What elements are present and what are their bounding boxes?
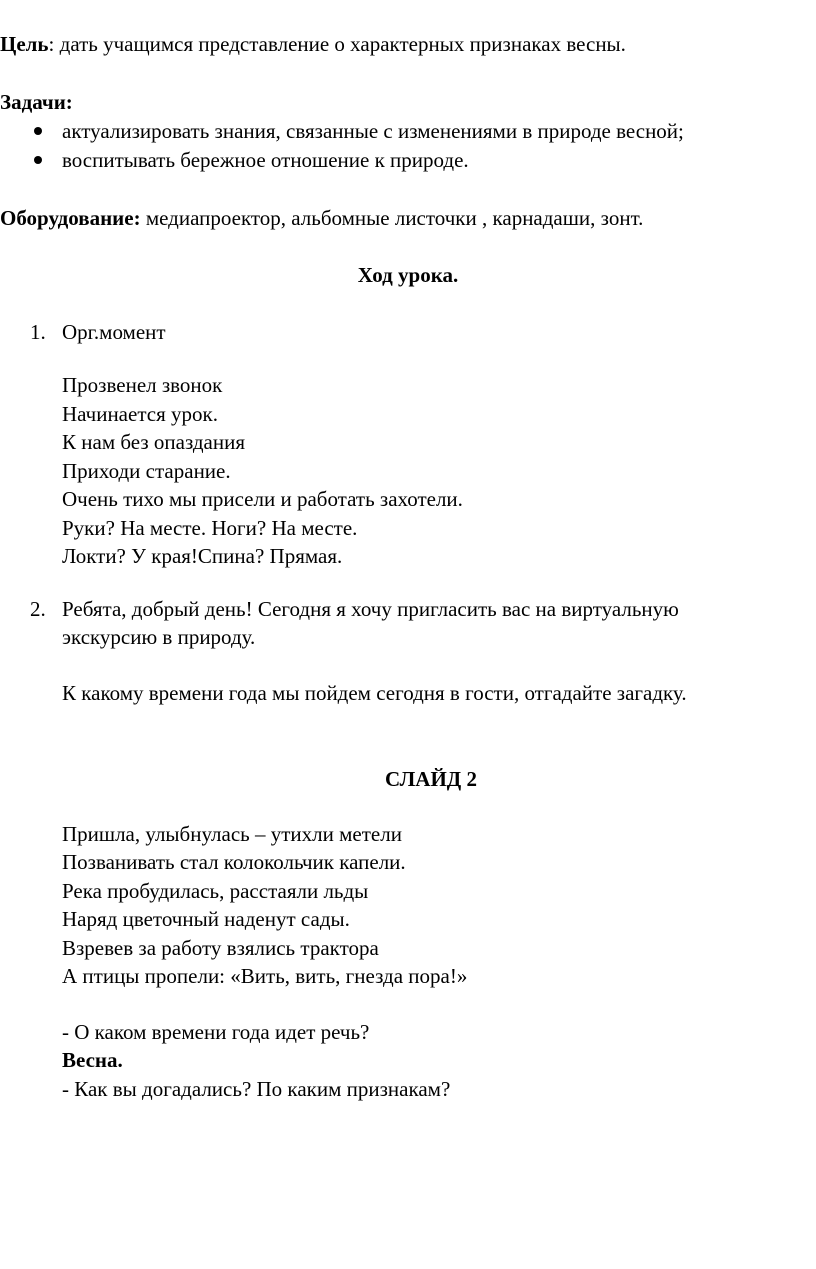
task-item: воспитывать бережное отношение к природе. [62, 148, 469, 172]
tasks-label: Задачи: [0, 90, 73, 114]
bullet-icon [34, 127, 42, 135]
poem-line: Очень тихо мы присели и работать захотели. [62, 487, 463, 511]
riddle-line: Взревев за работу взялись трактора [62, 936, 379, 960]
step2-question: К какому времени года мы пойдем сегодня в гости, отгадайте загадку. [62, 681, 687, 705]
poem-line: К нам без опаздания [62, 430, 246, 454]
poem-line: Прозвенел звонок [62, 373, 223, 397]
riddle-line: Позванивать стал колокольчик капели. [62, 850, 406, 874]
step2-line: Ребята, добрый день! Сегодня я хочу пригласить вас на виртуальную [62, 597, 679, 621]
riddle-line: Пришла, улыбнулась – утихли метели [62, 822, 402, 846]
poem-line: Руки? На месте. Ноги? На месте. [62, 516, 358, 540]
goal-text: : дать учащимся представление о характерных признаках весны. [48, 32, 626, 56]
dialog-question: - Как вы догадались? По каким признакам? [62, 1077, 451, 1101]
goal-label: Цель [0, 32, 49, 56]
step1-title: Орг.момент [62, 320, 166, 344]
step-number: 1. [30, 320, 46, 344]
equipment-label: Оборудование: [0, 206, 141, 230]
equipment-text: медиапроектор, альбомные листочки , карнадаши, зонт. [140, 206, 644, 230]
riddle-line: Наряд цветочный наденут сады. [62, 907, 350, 931]
riddle-line: А птицы пропели: «Вить, вить, гнезда пора!» [62, 964, 468, 988]
dialog-answer: Весна. [62, 1048, 123, 1072]
goal-line [0, 30, 626, 58]
poem-line: Приходи старание. [62, 459, 231, 483]
step2-line: экскурсию в природу. [62, 625, 256, 649]
task-item: актуализировать знания, связанные с изменениями в природе весной; [62, 119, 684, 143]
equipment-line [0, 204, 643, 232]
lesson-heading: Ход урока. [357, 263, 459, 287]
slide-heading: СЛАЙД 2 [385, 767, 477, 791]
poem-line: Локти? У края!Спина? Прямая. [62, 544, 343, 568]
dialog-question: - О каком времени года идет речь? [62, 1020, 370, 1044]
poem-line: Начинается урок. [62, 402, 218, 426]
riddle-line: Река пробудилась, расстаяли льды [62, 879, 369, 903]
step-number: 2. [30, 597, 46, 621]
bullet-icon [34, 156, 42, 164]
